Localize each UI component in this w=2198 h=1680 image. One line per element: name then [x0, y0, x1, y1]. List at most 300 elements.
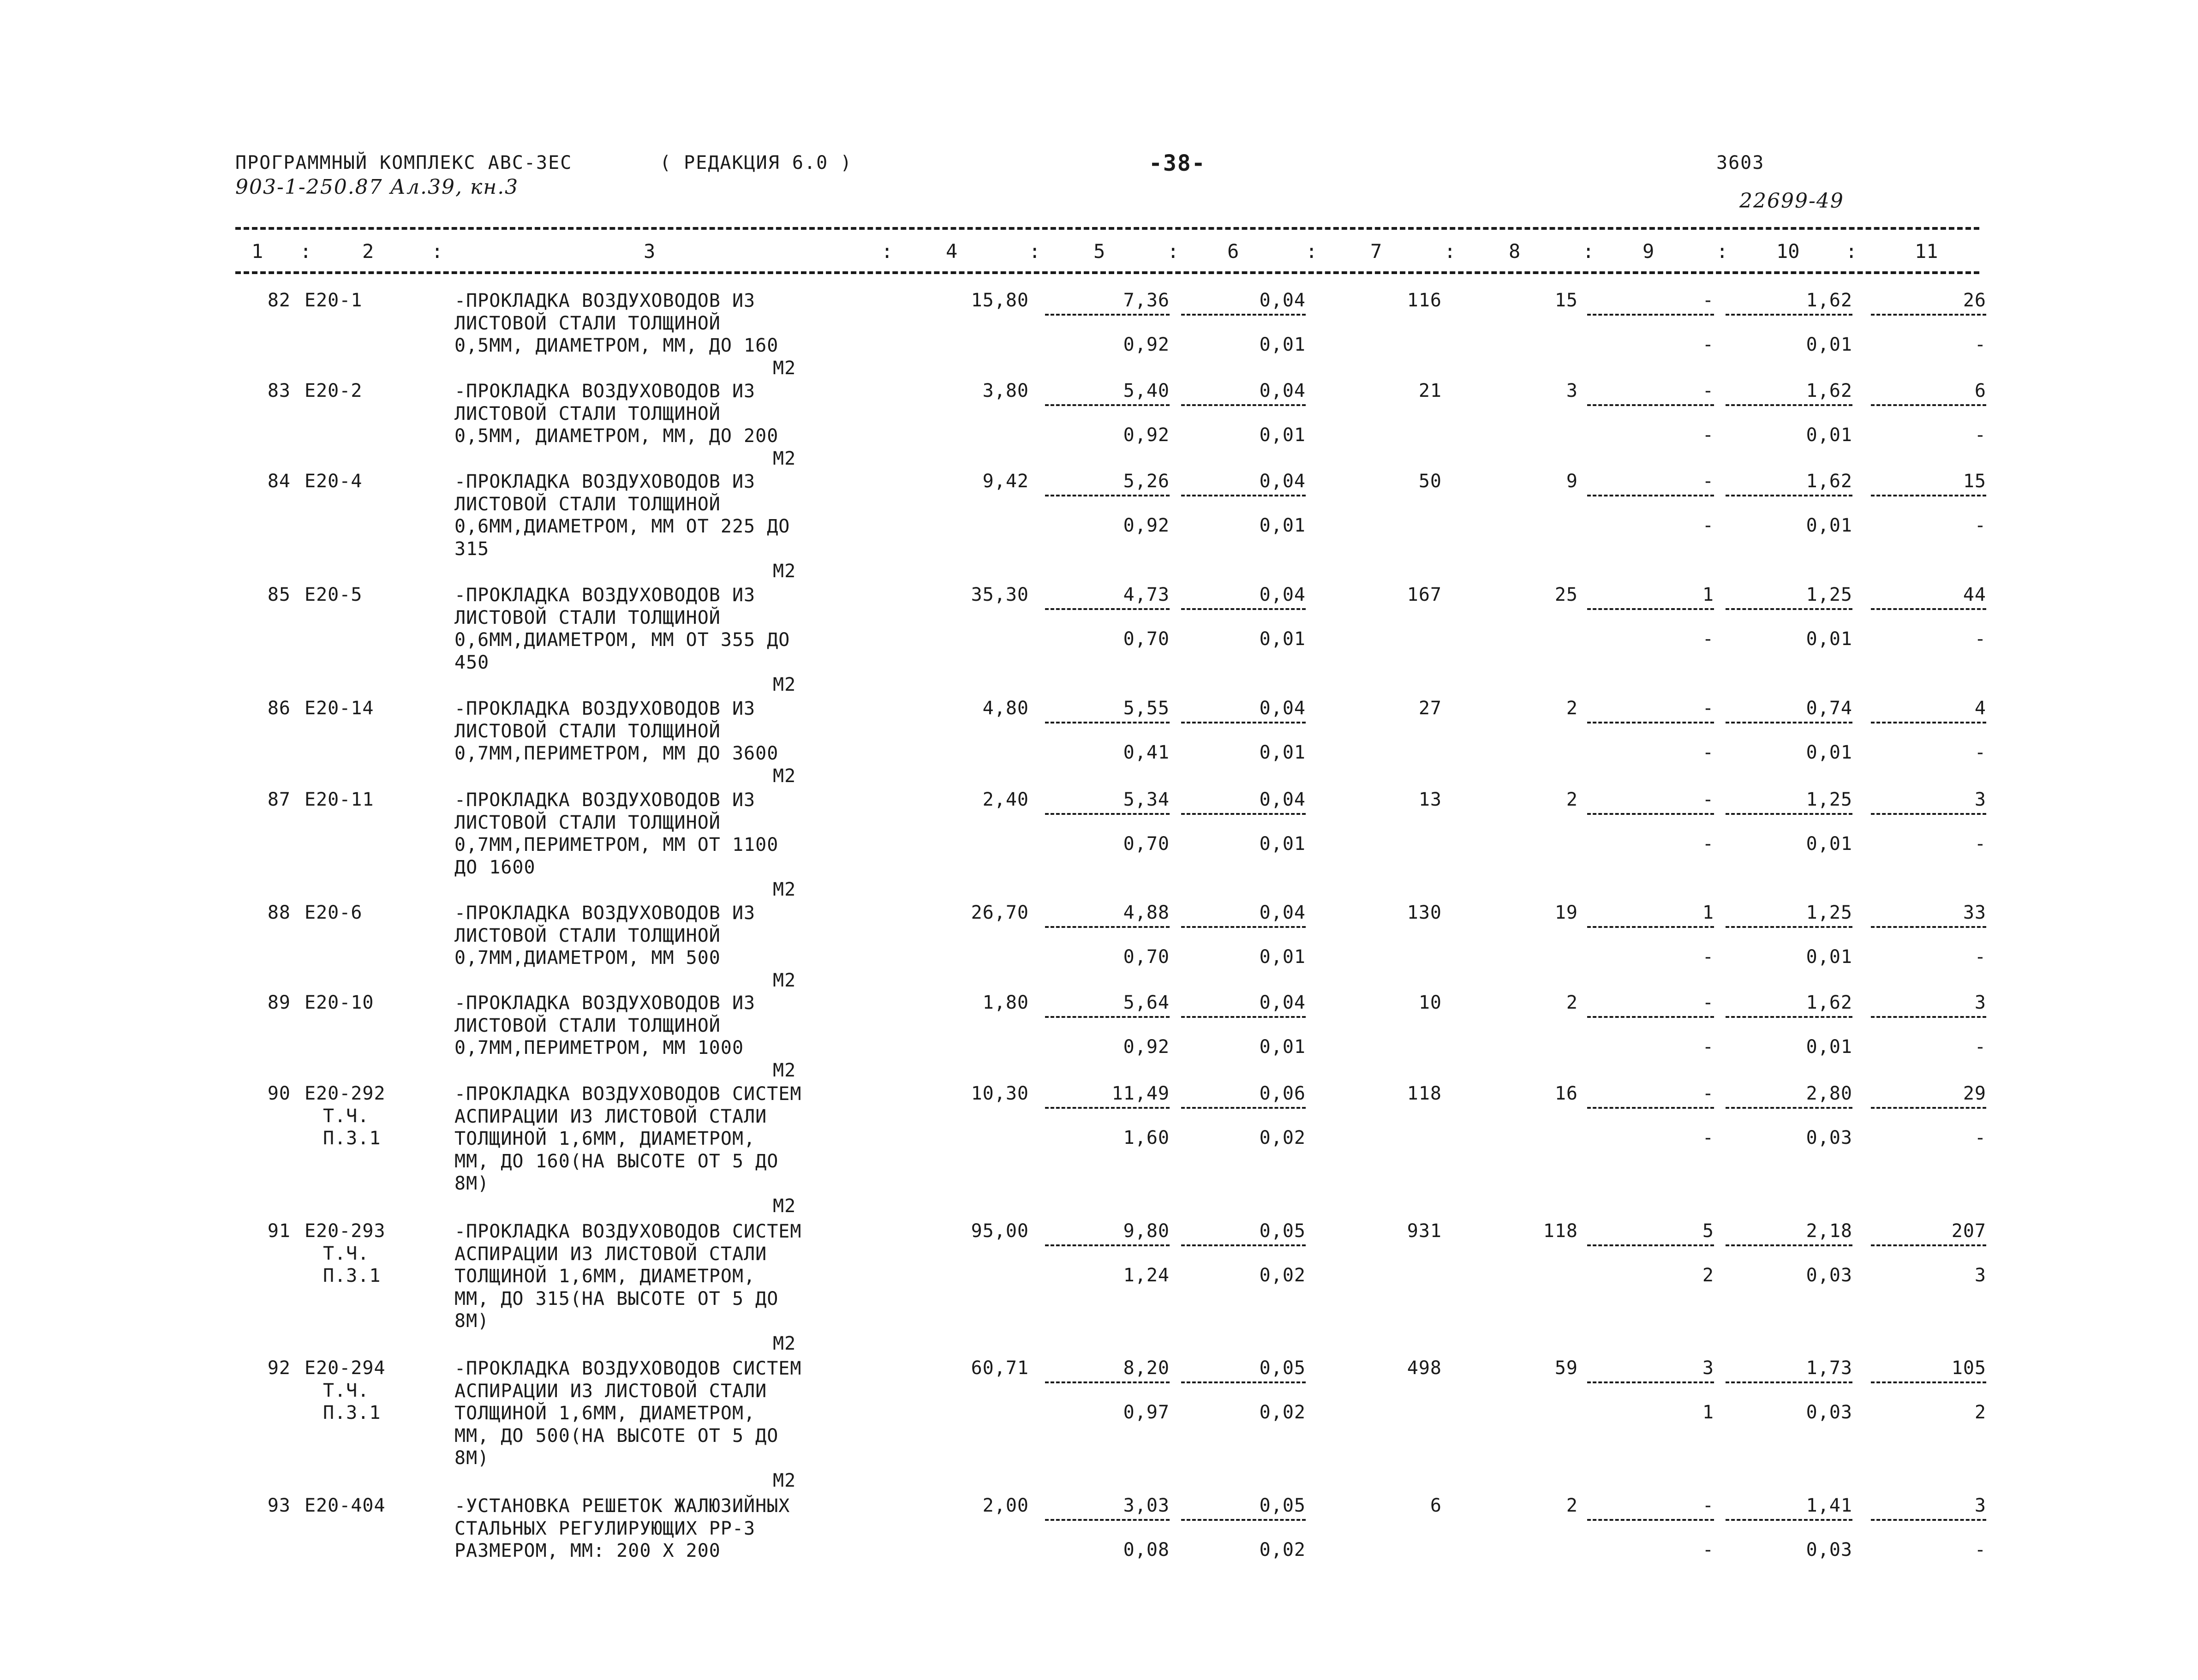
- unit-label: М2: [773, 1059, 796, 1081]
- value-col-9: -: [1702, 1495, 1714, 1516]
- description-line: -УСТАНОВКА РЕШЕТОК ЖАЛЮЗИЙНЫХ: [454, 1495, 790, 1517]
- value-col-10: 1,25: [1806, 902, 1852, 923]
- fraction-line: [1181, 314, 1306, 316]
- description-line: ЛИСТОВОЙ СТАЛИ ТОЛЩИНОЙ: [454, 312, 721, 334]
- value-col-10-lower: 0,03: [1806, 1539, 1852, 1560]
- value-col-6: 0,04: [1259, 902, 1306, 923]
- work-description: [454, 1495, 790, 1562]
- value-col-10: 2,80: [1806, 1083, 1852, 1104]
- fraction-line: [1587, 1519, 1714, 1521]
- value-col-10: 1,25: [1806, 789, 1852, 810]
- fraction-line: [1726, 1107, 1852, 1109]
- fraction-line: [1726, 404, 1852, 406]
- value-col-8: 2: [1566, 789, 1578, 810]
- row-number: 87: [267, 789, 291, 810]
- value-col-5: 3,03: [1123, 1495, 1170, 1516]
- value-col-9-lower: -: [1702, 833, 1714, 855]
- value-col-8: 2: [1566, 1495, 1578, 1516]
- description-line: 8М): [454, 1173, 490, 1194]
- fraction-line: [1871, 1107, 1986, 1109]
- description-line: ТОЛЩИНОЙ 1,6ММ, ДИАМЕТРОМ,: [454, 1128, 756, 1149]
- value-col-9-lower: -: [1702, 334, 1714, 355]
- value-col-5: 11,49: [1111, 1083, 1170, 1104]
- value-col-8: 2: [1566, 698, 1578, 719]
- fraction-line: [1045, 1107, 1170, 1109]
- value-col-6-lower: 0,01: [1259, 424, 1306, 446]
- value-col-5-lower: 0,70: [1123, 946, 1170, 968]
- fraction-line: [1045, 1381, 1170, 1383]
- value-col-8: 16: [1554, 1083, 1578, 1104]
- rate-code: Е20-293: [305, 1220, 386, 1242]
- value-col-9: 5: [1702, 1220, 1714, 1242]
- column-number-8: 8: [1509, 240, 1521, 263]
- fraction-line: [1871, 722, 1986, 723]
- description-line: АСПИРАЦИИ ИЗ ЛИСТОВОЙ СТАЛИ: [454, 1243, 767, 1265]
- fraction-line: [1726, 1016, 1852, 1018]
- row-number: 83: [267, 380, 291, 401]
- work-description: [454, 290, 796, 379]
- description-line: РАЗМЕРОМ, ММ: 200 Х 200: [454, 1540, 721, 1561]
- work-description: [454, 380, 796, 470]
- value-col-9-lower: -: [1702, 515, 1714, 536]
- value-col-6: 0,04: [1259, 471, 1306, 492]
- value-col-7: 6: [1430, 1495, 1442, 1516]
- value-col-8: 2: [1566, 992, 1578, 1013]
- value-col-7: 21: [1418, 380, 1442, 401]
- description-line: -ПРОКЛАДКА ВОЗДУХОВОДОВ ИЗ: [454, 992, 756, 1014]
- rate-code: Е20-11: [305, 789, 374, 810]
- description-line: 8М): [454, 1310, 490, 1332]
- edition-label: ( РЕДАКЦИЯ 6.0 ): [660, 152, 853, 173]
- fraction-line: [1045, 1519, 1170, 1521]
- work-description: [454, 584, 796, 696]
- work-description: [454, 992, 796, 1082]
- value-col-8: 3: [1566, 380, 1578, 401]
- value-col-11-lower: -: [1974, 946, 1986, 968]
- rate-code: Е20-4: [305, 471, 363, 492]
- value-col-9: -: [1702, 698, 1714, 719]
- column-number-7: 7: [1370, 240, 1382, 263]
- value-col-4: 2,40: [982, 789, 1029, 810]
- unit-label: М2: [773, 879, 796, 900]
- unit-label: М2: [773, 1195, 796, 1217]
- row-number: 82: [267, 290, 291, 311]
- fraction-line: [1587, 608, 1714, 610]
- value-col-9-lower: 2: [1702, 1265, 1714, 1286]
- value-col-5-lower: 0,92: [1123, 1036, 1170, 1058]
- value-col-11: 44: [1963, 584, 1986, 605]
- value-col-10-lower: 0,03: [1806, 1402, 1852, 1423]
- value-col-7: 498: [1407, 1357, 1442, 1379]
- value-col-10-lower: 0,03: [1806, 1265, 1852, 1286]
- value-col-9: -: [1702, 380, 1714, 401]
- value-col-5: 5,26: [1123, 471, 1170, 492]
- value-col-11: 15: [1963, 471, 1986, 492]
- value-col-10-lower: 0,01: [1806, 515, 1852, 536]
- description-line: 0,6ММ,ДИАМЕТРОМ, ММ ОТ 225 ДО: [454, 516, 790, 537]
- value-col-10: 1,73: [1806, 1357, 1852, 1379]
- description-line: -ПРОКЛАДКА ВОЗДУХОВОДОВ ИЗ: [454, 585, 756, 606]
- description-line: ЛИСТОВОЙ СТАЛИ ТОЛЩИНОЙ: [454, 925, 721, 946]
- value-col-6: 0,05: [1259, 1220, 1306, 1242]
- value-col-11-lower: -: [1974, 334, 1986, 355]
- description-line: ТОЛЩИНОЙ 1,6ММ, ДИАМЕТРОМ,: [454, 1266, 756, 1287]
- fraction-line: [1587, 404, 1714, 406]
- value-col-7: 50: [1418, 471, 1442, 492]
- description-line: -ПРОКЛАДКА ВОЗДУХОВОДОВ ИЗ: [454, 381, 756, 402]
- value-col-9-lower: -: [1702, 742, 1714, 763]
- fraction-line: [1181, 608, 1306, 610]
- description-line: -ПРОКЛАДКА ВОЗДУХОВОДОВ ИЗ: [454, 903, 756, 924]
- description-line: -ПРОКЛАДКА ВОЗДУХОВОДОВ СИСТЕМ: [454, 1358, 802, 1379]
- value-col-4: 2,00: [982, 1495, 1029, 1516]
- value-col-7: 130: [1407, 902, 1442, 923]
- fraction-line: [1181, 722, 1306, 723]
- value-col-9-lower: -: [1702, 946, 1714, 968]
- value-col-7: 167: [1407, 584, 1442, 605]
- value-col-6: 0,06: [1259, 1083, 1306, 1104]
- description-line: 0,7ММ,ПЕРИМЕТРОМ, ММ ОТ 1100: [454, 834, 779, 855]
- description-line: -ПРОКЛАДКА ВОЗДУХОВОДОВ ИЗ: [454, 698, 756, 719]
- value-col-11-lower: -: [1974, 1127, 1986, 1148]
- unit-label: М2: [773, 969, 796, 991]
- column-separator: :: [1716, 240, 1728, 263]
- value-col-9: -: [1702, 789, 1714, 810]
- value-col-10-lower: 0,01: [1806, 946, 1852, 968]
- row-number: 88: [267, 902, 291, 923]
- value-col-5: 8,20: [1123, 1357, 1170, 1379]
- value-col-11: 207: [1951, 1220, 1986, 1242]
- column-separator: :: [881, 240, 893, 263]
- value-col-6: 0,04: [1259, 698, 1306, 719]
- value-col-10: 0,74: [1806, 698, 1852, 719]
- value-col-11-lower: 3: [1974, 1265, 1986, 1286]
- value-col-6: 0,05: [1259, 1495, 1306, 1516]
- column-number-4: 4: [946, 240, 958, 263]
- description-line: 0,6ММ,ДИАМЕТРОМ, ММ ОТ 355 ДО: [454, 629, 790, 651]
- value-col-6: 0,05: [1259, 1357, 1306, 1379]
- row-number: 86: [267, 698, 291, 719]
- fraction-line: [1181, 495, 1306, 496]
- rate-code: Е20-1: [305, 290, 363, 311]
- description-line: ММ, ДО 315(НА ВЫСОТЕ ОТ 5 ДО: [454, 1288, 779, 1309]
- column-separator: :: [1444, 240, 1456, 263]
- rate-code: Е20-10: [305, 992, 374, 1013]
- fraction-line: [1181, 813, 1306, 815]
- fraction-line: [1726, 1381, 1852, 1383]
- value-col-4: 35,30: [971, 584, 1029, 605]
- fraction-line: [1587, 926, 1714, 928]
- value-col-7: 118: [1407, 1083, 1442, 1104]
- description-line: -ПРОКЛАДКА ВОЗДУХОВОДОВ ИЗ: [454, 290, 756, 311]
- fraction-line: [1726, 1519, 1852, 1521]
- column-number-9: 9: [1643, 240, 1654, 263]
- fraction-line: [1181, 1016, 1306, 1018]
- value-col-9: -: [1702, 471, 1714, 492]
- description-line: 0,5ММ, ДИАМЕТРОМ, ММ, ДО 160: [454, 335, 779, 356]
- row-number: 85: [267, 584, 291, 605]
- fraction-line: [1181, 926, 1306, 928]
- rate-code: Е20-5: [305, 584, 363, 605]
- value-col-5: 7,36: [1123, 290, 1170, 311]
- value-col-7: 13: [1418, 789, 1442, 810]
- value-col-5: 4,88: [1123, 902, 1170, 923]
- row-number: 91: [267, 1220, 291, 1242]
- value-col-6: 0,04: [1259, 380, 1306, 401]
- fraction-line: [1181, 1107, 1306, 1109]
- value-col-11-lower: -: [1974, 1539, 1986, 1560]
- value-col-6-lower: 0,01: [1259, 1036, 1306, 1058]
- description-line: 0,5ММ, ДИАМЕТРОМ, ММ, ДО 200: [454, 425, 779, 447]
- description-line: АСПИРАЦИИ ИЗ ЛИСТОВОЙ СТАЛИ: [454, 1380, 767, 1402]
- unit-label: М2: [773, 1470, 796, 1491]
- value-col-11-lower: -: [1974, 1036, 1986, 1058]
- value-col-6: 0,04: [1259, 584, 1306, 605]
- value-col-11: 3: [1974, 789, 1986, 810]
- fraction-line: [1181, 404, 1306, 406]
- value-col-10-lower: 0,01: [1806, 833, 1852, 855]
- value-col-10-lower: 0,01: [1806, 742, 1852, 763]
- value-col-11: 105: [1951, 1357, 1986, 1379]
- column-number-11: 11: [1915, 240, 1938, 263]
- description-line: ЛИСТОВОЙ СТАЛИ ТОЛЩИНОЙ: [454, 1015, 721, 1036]
- rate-code: Е20-6: [305, 902, 363, 923]
- fraction-line: [1587, 1244, 1714, 1246]
- value-col-5-lower: 1,60: [1123, 1127, 1170, 1148]
- fraction-line: [1181, 1519, 1306, 1521]
- fraction-line: [1871, 1519, 1986, 1521]
- rate-code: Т.Ч.: [323, 1105, 370, 1127]
- column-separator: :: [1029, 240, 1041, 263]
- description-line: 315: [454, 538, 490, 560]
- row-number: 92: [267, 1357, 291, 1379]
- fraction-line: [1045, 495, 1170, 496]
- value-col-4: 26,70: [971, 902, 1029, 923]
- fraction-line: [1871, 495, 1986, 496]
- value-col-4: 4,80: [982, 698, 1029, 719]
- fraction-line: [1045, 1244, 1170, 1246]
- description-line: 0,7ММ,ДИАМЕТРОМ, ММ 500: [454, 947, 721, 969]
- value-col-9-lower: -: [1702, 424, 1714, 446]
- value-col-8: 9: [1566, 471, 1578, 492]
- column-number-1: 1: [251, 240, 263, 263]
- fraction-line: [1587, 1016, 1714, 1018]
- value-col-10: 2,18: [1806, 1220, 1852, 1242]
- value-col-7: 27: [1418, 698, 1442, 719]
- value-col-4: 1,80: [982, 992, 1029, 1013]
- work-description: [454, 902, 796, 992]
- column-separator: :: [1306, 240, 1318, 263]
- fraction-line: [1726, 1244, 1852, 1246]
- value-col-10: 1,62: [1806, 380, 1852, 401]
- description-line: 8М): [454, 1447, 490, 1469]
- column-separator: :: [1167, 240, 1179, 263]
- value-col-9: -: [1702, 992, 1714, 1013]
- document-code: 3603: [1716, 152, 1765, 173]
- fraction-line: [1045, 722, 1170, 723]
- value-col-6-lower: 0,01: [1259, 946, 1306, 968]
- value-col-5-lower: 0,97: [1123, 1402, 1170, 1423]
- value-col-11: 4: [1974, 698, 1986, 719]
- value-col-5: 9,80: [1123, 1220, 1170, 1242]
- value-col-10: 1,25: [1806, 584, 1852, 605]
- description-line: СТАЛЬНЫХ РЕГУЛИРУЮЩИХ РР-3: [454, 1518, 756, 1539]
- description-line: ЛИСТОВОЙ СТАЛИ ТОЛЩИНОЙ: [454, 493, 721, 515]
- value-col-7: 931: [1407, 1220, 1442, 1242]
- fraction-line: [1587, 813, 1714, 815]
- value-col-10: 1,62: [1806, 290, 1852, 311]
- value-col-11-lower: -: [1974, 628, 1986, 650]
- fraction-line: [1871, 1381, 1986, 1383]
- value-col-9-lower: -: [1702, 1539, 1714, 1560]
- page-number: -38-: [1149, 150, 1206, 176]
- value-col-9: 1: [1702, 902, 1714, 923]
- description-line: -ПРОКЛАДКА ВОЗДУХОВОДОВ ИЗ: [454, 789, 756, 811]
- value-col-6-lower: 0,01: [1259, 742, 1306, 763]
- work-description: [454, 1083, 801, 1217]
- description-line: АСПИРАЦИИ ИЗ ЛИСТОВОЙ СТАЛИ: [454, 1106, 767, 1127]
- handwritten-project-note: 903-1-250.87 Ал.39, кн.3: [235, 175, 519, 199]
- value-col-5-lower: 0,08: [1123, 1539, 1170, 1560]
- program-title: ПРОГРАММНЫЙ КОМПЛЕКС АВС-3ЕС: [235, 152, 573, 173]
- value-col-10: 1,62: [1806, 992, 1852, 1013]
- fraction-line: [1726, 813, 1852, 815]
- description-line: ММ, ДО 500(НА ВЫСОТЕ ОТ 5 ДО: [454, 1425, 779, 1447]
- value-col-6-lower: 0,01: [1259, 334, 1306, 355]
- column-separator: :: [300, 240, 312, 263]
- fraction-line: [1871, 608, 1986, 610]
- column-separator: :: [1846, 240, 1858, 263]
- value-col-5-lower: 0,41: [1123, 742, 1170, 763]
- fraction-line: [1871, 314, 1986, 316]
- value-col-11: 3: [1974, 1495, 1986, 1516]
- row-number: 90: [267, 1083, 291, 1104]
- rate-code: Е20-14: [305, 698, 374, 719]
- value-col-6-lower: 0,01: [1259, 515, 1306, 536]
- value-col-5: 4,73: [1123, 584, 1170, 605]
- value-col-6-lower: 0,01: [1259, 833, 1306, 855]
- fraction-line: [1587, 495, 1714, 496]
- rate-code: Е20-292: [305, 1083, 386, 1104]
- value-col-4: 60,71: [971, 1357, 1029, 1379]
- work-description: [454, 789, 796, 901]
- value-col-8: 25: [1554, 584, 1578, 605]
- column-number-5: 5: [1093, 240, 1105, 263]
- column-separator: :: [431, 240, 443, 263]
- value-col-4: 9,42: [982, 471, 1029, 492]
- value-col-8: 118: [1543, 1220, 1578, 1242]
- value-col-9: 3: [1702, 1357, 1714, 1379]
- value-col-9-lower: -: [1702, 628, 1714, 650]
- rate-code: Е20-404: [305, 1495, 386, 1516]
- fraction-line: [1726, 926, 1852, 928]
- fraction-line: [1726, 314, 1852, 316]
- header-rule-bottom: [235, 271, 1979, 274]
- description-line: 0,7ММ,ПЕРИМЕТРОМ, ММ ДО 3600: [454, 743, 779, 764]
- fraction-line: [1587, 1107, 1714, 1109]
- value-col-11: 33: [1963, 902, 1986, 923]
- value-col-5: 5,55: [1123, 698, 1170, 719]
- value-col-9-lower: -: [1702, 1036, 1714, 1058]
- value-col-8: 59: [1554, 1357, 1578, 1379]
- column-number-3: 3: [644, 240, 656, 263]
- value-col-6-lower: 0,01: [1259, 628, 1306, 650]
- value-col-4: 10,30: [971, 1083, 1029, 1104]
- fraction-line: [1181, 1244, 1306, 1246]
- work-description: [454, 1357, 801, 1492]
- fraction-line: [1045, 813, 1170, 815]
- value-col-10-lower: 0,03: [1806, 1127, 1852, 1148]
- value-col-8: 19: [1554, 902, 1578, 923]
- column-number-6: 6: [1227, 240, 1239, 263]
- value-col-4: 15,80: [971, 290, 1029, 311]
- column-number-10: 10: [1776, 240, 1800, 263]
- column-separator: :: [1583, 240, 1595, 263]
- value-col-5-lower: 0,92: [1123, 424, 1170, 446]
- fraction-line: [1726, 495, 1852, 496]
- description-line: ЛИСТОВОЙ СТАЛИ ТОЛЩИНОЙ: [454, 403, 721, 424]
- value-col-11-lower: -: [1974, 833, 1986, 855]
- value-col-8: 15: [1554, 290, 1578, 311]
- value-col-9: -: [1702, 1083, 1714, 1104]
- value-col-5-lower: 0,70: [1123, 833, 1170, 855]
- description-line: ЛИСТОВОЙ СТАЛИ ТОЛЩИНОЙ: [454, 607, 721, 628]
- fraction-line: [1045, 314, 1170, 316]
- value-col-10-lower: 0,01: [1806, 628, 1852, 650]
- value-col-10-lower: 0,01: [1806, 334, 1852, 355]
- value-col-9-lower: 1: [1702, 1402, 1714, 1423]
- fraction-line: [1587, 1381, 1714, 1383]
- value-col-5: 5,40: [1123, 380, 1170, 401]
- value-col-11: 29: [1963, 1083, 1986, 1104]
- rate-code: Е20-294: [305, 1357, 386, 1379]
- rate-code: Е20-2: [305, 380, 363, 401]
- row-number: 89: [267, 992, 291, 1013]
- value-col-9: 1: [1702, 584, 1714, 605]
- value-col-11: 26: [1963, 290, 1986, 311]
- unit-label: М2: [773, 357, 796, 379]
- description-line: ТОЛЩИНОЙ 1,6ММ, ДИАМЕТРОМ,: [454, 1403, 756, 1424]
- fraction-line: [1871, 926, 1986, 928]
- value-col-5: 5,64: [1123, 992, 1170, 1013]
- description-line: ДО 1600: [454, 856, 536, 878]
- fraction-line: [1045, 926, 1170, 928]
- unit-label: М2: [773, 765, 796, 787]
- value-col-6: 0,04: [1259, 789, 1306, 810]
- description-line: 0,7ММ,ПЕРИМЕТРОМ, ММ 1000: [454, 1037, 744, 1058]
- header-rule-top: [235, 227, 1979, 230]
- rate-code: П.3.1: [323, 1128, 381, 1149]
- fraction-line: [1726, 722, 1852, 723]
- value-col-10: 1,62: [1806, 471, 1852, 492]
- value-col-9-lower: -: [1702, 1127, 1714, 1148]
- unit-label: М2: [773, 448, 796, 469]
- fraction-line: [1045, 1016, 1170, 1018]
- value-col-10-lower: 0,01: [1806, 1036, 1852, 1058]
- value-col-9: -: [1702, 290, 1714, 311]
- work-description: [454, 698, 796, 787]
- fraction-line: [1871, 1244, 1986, 1246]
- fraction-line: [1726, 608, 1852, 610]
- value-col-10: 1,41: [1806, 1495, 1852, 1516]
- fraction-line: [1587, 314, 1714, 316]
- value-col-5-lower: 0,92: [1123, 515, 1170, 536]
- row-number: 93: [267, 1495, 291, 1516]
- fraction-line: [1871, 404, 1986, 406]
- value-col-11: 3: [1974, 992, 1986, 1013]
- value-col-10-lower: 0,01: [1806, 424, 1852, 446]
- value-col-11: 6: [1974, 380, 1986, 401]
